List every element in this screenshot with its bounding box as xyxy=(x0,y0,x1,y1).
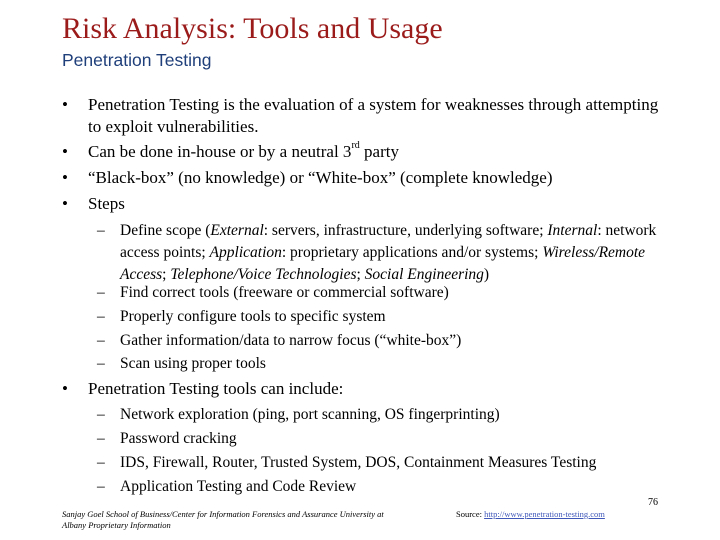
step-text: Find correct tools (freeware or commercial software) xyxy=(120,284,449,301)
dash-icon: – xyxy=(97,284,105,301)
tool-item xyxy=(97,428,657,450)
dash-icon: – xyxy=(97,332,105,349)
source-label: Source: xyxy=(456,509,485,519)
dash-icon: – xyxy=(97,308,105,325)
step-text: Define scope (External: servers, infrastructure, underlying software; Internal: network access points; Application: proprietary applications and/or systems; Wireless/Remote Access; Telephone/Voice Technologies; Social Engineering) xyxy=(120,222,657,283)
bullet-item xyxy=(62,94,662,138)
tool-text: IDS, Firewall, Router, Trusted System, DOS, Containment Measures Testing xyxy=(120,454,597,471)
step-item xyxy=(97,282,657,304)
tool-item xyxy=(97,404,657,426)
step-item xyxy=(97,220,657,286)
dash-icon: – xyxy=(97,430,105,447)
bullet-text: Can be done in-house or by a neutral 3rd party xyxy=(88,140,399,161)
slide-subtitle: Penetration Testing xyxy=(62,50,212,70)
bullet-text: “Black-box” (no knowledge) or “White-box” (complete knowledge) xyxy=(88,168,553,187)
bullet-icon: • xyxy=(62,379,68,398)
dash-icon: – xyxy=(97,454,105,471)
dash-icon: – xyxy=(97,478,105,495)
bullet-text: Penetration Testing tools can include: xyxy=(88,379,344,398)
step-item xyxy=(97,330,657,352)
bullet-icon: • xyxy=(62,194,68,213)
page-number: 76 xyxy=(648,497,658,508)
step-text: Gather information/data to narrow focus (“white-box”) xyxy=(120,332,462,349)
slide-title: Risk Analysis: Tools and Usage xyxy=(62,12,443,45)
bullet-text: Steps xyxy=(88,194,125,213)
source-link[interactable]: http://www.penetration-testing.com xyxy=(484,509,605,519)
step-item xyxy=(97,306,657,328)
footer-source xyxy=(456,509,605,519)
dash-icon: – xyxy=(97,355,105,372)
tool-item xyxy=(97,476,657,498)
bullet-icon: • xyxy=(62,142,68,161)
bullet-item xyxy=(62,167,662,189)
dash-icon: – xyxy=(97,406,105,423)
footer-credit: Sanjay Goel School of Business/Center for Information Forensics and Assurance University at Albany Proprietary Information xyxy=(62,509,384,530)
tool-item xyxy=(97,452,657,474)
step-text: Scan using proper tools xyxy=(120,355,266,372)
bullet-icon: • xyxy=(62,95,68,114)
bullet-item xyxy=(62,141,662,163)
bullet-item xyxy=(62,193,662,215)
bullet-item xyxy=(62,378,662,400)
tool-text: Password cracking xyxy=(120,430,237,447)
step-item xyxy=(97,353,657,375)
bullet-text: Penetration Testing is the evaluation of a system for weaknesses through attempting to exploit vulnerabilities. xyxy=(88,95,659,136)
step-text: Properly configure tools to specific system xyxy=(120,308,386,325)
tool-text: Network exploration (ping, port scanning, OS fingerprinting) xyxy=(120,406,500,423)
dash-icon: – xyxy=(97,222,105,239)
bullet-icon: • xyxy=(62,168,68,187)
tool-text: Application Testing and Code Review xyxy=(120,478,357,495)
